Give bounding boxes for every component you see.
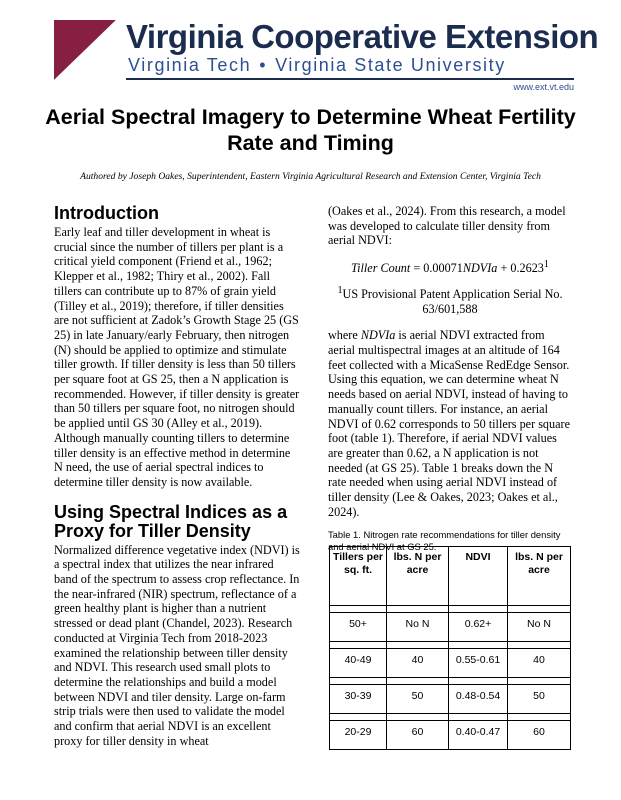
where-body: is aerial NDVI extracted from aerial multispectral images at an altitude of 164 feet collected with a MicaSense RedEdge Sensor. Using this equation, we can determine wheat N needs based on aerial NDVI, instead of having to manually count tillers. For instance, an aerial NDVI of 0.62 corresponds to 50 tillers per square foot (table 1). Therefore, if aerial NDVI values are greater than 0.62, a N application is not needed (at GS 25). Table 1 breaks down the N rate needed when using aerial NDVI instead of tiller density (Lee & Oakes, 2023; Oakes et al., 2024). <box>328 328 571 519</box>
intro-heading: Introduction <box>54 203 159 223</box>
brand-rule <box>126 78 574 80</box>
table-spacer-row <box>330 714 571 721</box>
eq-mid: = 0.00071 <box>410 261 463 276</box>
table-header-cell: NDVI <box>449 547 508 606</box>
brand-sub-right: Virginia State University <box>275 55 506 75</box>
eq-var: NDVIa <box>462 261 498 276</box>
spectral-body: Normalized difference vegetative index (NDVI) is a spectral index that utilizes the near infrared band of the spectrum to assess crop reflectance. In the near-infrared (NIR) spectrum, reflectance of a green healthy plant is higher than a nutrient stressed or dead plant (Chandel, 2023). Research conducted at Virginia Tech from 2018-2023 examined the relationship between tiller density and NDVI. This research used small plots to determine the relationships and build a model between NDVI and tiler density. Large on-farm strip trials were then used to validate the model and confirm that aerial NDVI is an excellent proxy for tiller density in wheat <box>54 542 300 748</box>
author-line: Authored by Joseph Oakes, Superintendent, Eastern Virginia Agricultural Research and Extension Center, Virginia Tech <box>80 171 541 182</box>
patent-footnote-mark: 1 <box>337 284 343 296</box>
page-header <box>54 18 599 92</box>
where-pre: where <box>328 328 361 343</box>
table-cell: 40 <box>508 649 571 678</box>
continuation-text: (Oakes et al., 2024). From this research, a model was developed to calculate tiller density from aerial NDVI: <box>328 204 566 248</box>
table-cell: 0.55-0.61 <box>449 649 508 678</box>
table-cell: 20-29 <box>330 721 387 750</box>
table-cell: 60 <box>508 721 571 750</box>
table-cell: 50 <box>508 685 571 714</box>
document-title: Aerial Spectral Imagery to Determine Wheat Fertility Rate and Timing <box>45 105 576 155</box>
table-spacer-row <box>330 606 571 613</box>
table-header-cell: lbs. N per acre <box>508 547 571 606</box>
vce-triangle-logo-icon <box>54 20 116 80</box>
table-cell: 50+ <box>330 613 387 642</box>
tiller-equation <box>328 258 572 276</box>
table-cell: 0.62+ <box>449 613 508 642</box>
table-header-row <box>330 547 571 606</box>
where-var: NDVIa <box>360 328 396 343</box>
table-row <box>330 685 571 714</box>
table-cell: No N <box>508 613 571 642</box>
table-cell: 40 <box>387 649 449 678</box>
brand-url: www.ext.vt.edu <box>513 82 574 92</box>
brand-title: Virginia Cooperative Extension <box>126 18 599 55</box>
patent-note <box>328 284 572 316</box>
eq-rhs: + 0.2623 <box>497 261 544 276</box>
table-cell: No N <box>387 613 449 642</box>
table-row <box>330 649 571 678</box>
nitrogen-rate-table <box>329 546 571 750</box>
table-row <box>330 613 571 642</box>
eq-footnote-mark: 1 <box>543 259 549 271</box>
table-header-cell: Tillers per sq. ft. <box>330 547 387 606</box>
table-cell: 30-39 <box>330 685 387 714</box>
table-cell: 40-49 <box>330 649 387 678</box>
table-header-cell: lbs. N per acre <box>387 547 449 606</box>
brand-subtitle <box>128 54 506 76</box>
table-spacer-row <box>330 642 571 649</box>
table-cell: 50 <box>387 685 449 714</box>
spectral-heading: Using Spectral Indices as a Proxy for Tiller Density <box>54 501 288 541</box>
left-column <box>54 204 300 749</box>
table-caption: Table 1. Nitrogen rate recommendations for tiller density and aerial NDVI at GS 25. <box>328 529 561 553</box>
table-row <box>330 721 571 750</box>
brand-sub-dot: • <box>259 55 268 75</box>
brand-sub-left: Virginia Tech <box>128 55 252 75</box>
table-cell: 0.48-0.54 <box>449 685 508 714</box>
table-cell: 0.40-0.47 <box>449 721 508 750</box>
intro-body: Early leaf and tiller development in wheat is crucial since the number of tillers per plant is a critical yield component (Friend et al., 1962; Klepper et al., 1982; Thiry et al., 2002). Fall tillers can contribute up to 87% of grain yield (Tilley et al., 2019); therefore, if tiller densities are not sufficient at Zadok’s Growth Stage 25 (GS 25) in late January/early February, then nitrogen (N) should be applied to optimize and stimulate tiller growth. If tiller density is less than 50 tillers per square foot at GS 25, then a N application is recommended. However, if tiller density is greater than 50 tillers per square foot, no nitrogen should be applied until GS 30 (Alley et al., 2019). Although manually counting tillers to determine tiller density is an effective method in determine N need, the use of aerial spectral indices to determine tiller density is now available. <box>54 225 300 489</box>
table-spacer-row <box>330 678 571 685</box>
where-paragraph <box>328 328 572 519</box>
table-cell: 60 <box>387 721 449 750</box>
eq-lhs: Tiller Count <box>351 261 411 276</box>
patent-text: US Provisional Patent Application Serial No. 63/601,588 <box>342 286 563 316</box>
right-column <box>328 204 572 553</box>
